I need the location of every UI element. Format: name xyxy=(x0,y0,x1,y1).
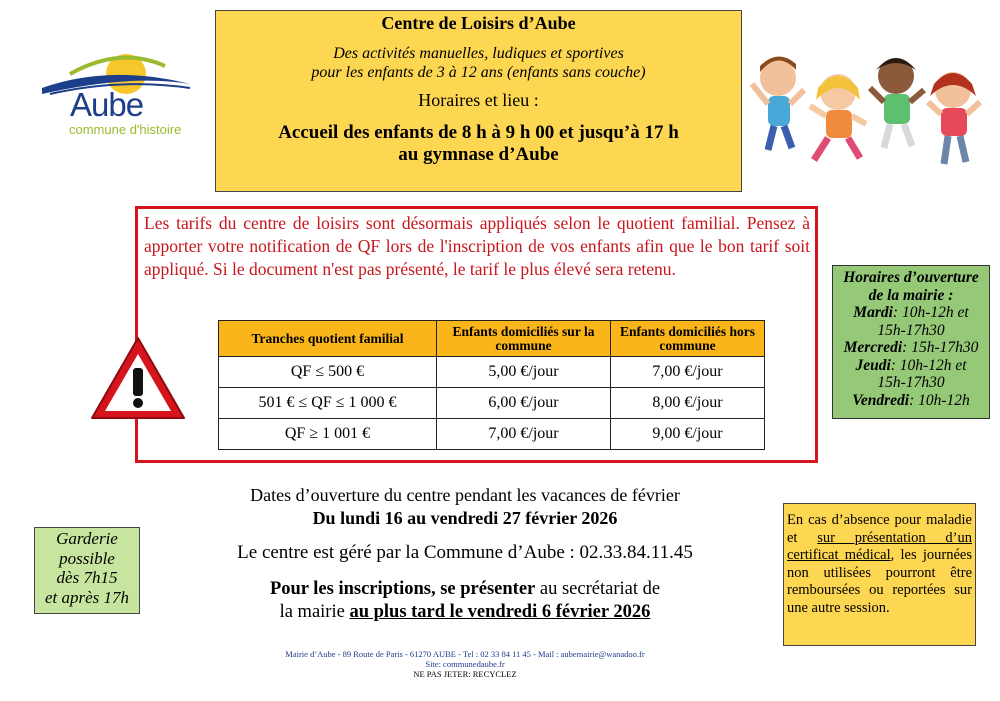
absence-certificate: sur présentation d’un certificat médical xyxy=(787,529,973,563)
registration-deadline: au plus tard le vendredi 6 février 2026 xyxy=(349,602,651,622)
managed-by-contact: Le centre est géré par la Commune d’Aube : 02.33.84.11.45 xyxy=(237,542,693,563)
logo-tagline: commune d'histoire xyxy=(69,122,182,137)
tariff-nonresident-price-cell: 8,00 €/jour xyxy=(611,388,765,419)
welcome-line-2: au gymnase d’Aube xyxy=(398,144,559,165)
tariff-bracket-cell: QF ≥ 1 001 € xyxy=(219,419,437,450)
logo-name: Aube xyxy=(70,86,144,123)
hours-title: Horaires et lieu : xyxy=(418,90,539,110)
warning-icon xyxy=(88,334,188,424)
welcome-hours xyxy=(216,122,741,166)
tariff-notice-text: Les tarifs du centre de loisirs sont désormais appliqués selon le quotient familial. Pensez à apporter votre notification de QF lors de l'inscription de vos enfants afin que le bon tarif soit appliqué. Si le document n'est pas présenté, le tarif le plus élevé sera retenu. xyxy=(144,213,810,279)
tariff-bracket-cell: 501 € ≤ QF ≤ 1 000 € xyxy=(219,388,437,419)
registration-place: au secrétariat de xyxy=(535,579,661,599)
welcome-line-1: Accueil des enfants de 8 h à 9 h 00 et jusqu’à 17 h xyxy=(278,122,679,143)
thursday-hours-1: : 10h-12h et xyxy=(890,356,967,374)
tariff-header-residents: Enfants domiciliés sur la commune xyxy=(437,321,611,357)
registration-mairie: la mairie xyxy=(279,602,350,622)
footer xyxy=(150,649,780,679)
tariff-nonresident-price-cell: 9,00 €/jour xyxy=(611,419,765,450)
registration-lead: Pour les inscriptions, se présenter xyxy=(269,579,536,599)
commune-logo xyxy=(40,44,210,144)
mairie-hours-tuesday xyxy=(833,304,989,322)
tariff-nonresident-price-cell: 7,00 €/jour xyxy=(611,357,765,388)
wednesday-hours: : 15h-17h30 xyxy=(902,339,979,356)
friday-hours: : 10h-12h xyxy=(909,391,970,409)
footer-address: Mairie d’Aube - 89 Route de Paris - 61270 AUBE - Tel : 02 33 84 11 45 - Mail : aubemairie@wanadoo.fr xyxy=(285,649,645,659)
table-row xyxy=(219,388,765,419)
tariff-table-header-row xyxy=(219,321,765,357)
registration-line-2 xyxy=(150,602,780,623)
child-3-figure xyxy=(870,58,924,148)
tuesday-hours-1: : 10h-12h et xyxy=(892,304,969,321)
friday-label: Vendredi xyxy=(852,391,910,409)
tariff-header-bracket: Tranches quotient familial xyxy=(219,321,437,357)
thursday-hours-2: 15h-17h30 xyxy=(877,374,945,391)
garderie-line-2: possible xyxy=(59,548,115,568)
tariff-resident-price-cell: 7,00 €/jour xyxy=(437,419,611,450)
header-box xyxy=(215,10,742,192)
garderie-line-3: dès 7h15 xyxy=(56,568,118,587)
tariff-table xyxy=(218,320,765,450)
mairie-hours-title-2: de la mairie : xyxy=(868,286,954,304)
mairie-hours-friday xyxy=(833,392,989,410)
opening-dates-title: Dates d’ouverture du centre pendant les vacances de février xyxy=(250,485,680,505)
absence-refund-box xyxy=(783,503,976,646)
absence-text-2: , les journées non utilisées pourront être remboursées ou reportées sur une autre session. xyxy=(787,547,972,616)
tuesday-hours-2: 15h-17h30 xyxy=(877,321,945,339)
opening-dates-range: Du lundi 16 au vendredi 27 février 2026 xyxy=(312,508,618,528)
footer-website: Site: communedaube.fr xyxy=(425,659,505,669)
child-2-figure xyxy=(810,74,866,160)
absence-text-1: En cas d’absence pour maladie et xyxy=(787,512,972,546)
page-title: Centre de Loisirs d’Aube xyxy=(381,13,576,33)
tariff-notice-box xyxy=(135,206,818,463)
activities-line-2: pour les enfants de 3 à 12 ans (enfants sans couche) xyxy=(311,64,646,81)
garderie-line-4: et après 17h xyxy=(44,587,130,607)
thursday-label: Jeudi xyxy=(855,356,891,374)
table-row xyxy=(219,357,765,388)
table-row xyxy=(219,419,765,450)
children-illustration xyxy=(748,40,988,180)
child-1-figure xyxy=(752,56,804,150)
garderie-line-1: Garderie xyxy=(56,529,118,548)
garderie-box xyxy=(34,527,140,614)
tuesday-label: Mardi xyxy=(853,304,893,321)
registration-line-1 xyxy=(150,579,780,600)
tariff-resident-price-cell: 5,00 €/jour xyxy=(437,357,611,388)
tariff-bracket-cell: QF ≤ 500 € xyxy=(219,357,437,388)
activities-description xyxy=(216,44,741,82)
wednesday-label: Mercredi xyxy=(843,339,903,356)
mairie-hours-box xyxy=(832,265,990,419)
tariff-resident-price-cell: 6,00 €/jour xyxy=(437,388,611,419)
mairie-hours-thursday xyxy=(833,357,989,375)
mairie-hours-wednesday xyxy=(833,339,989,357)
mairie-hours-title-1: Horaires d’ouverture xyxy=(843,269,979,286)
activities-line-1: Des activités manuelles, ludiques et sportives xyxy=(333,45,624,62)
tariff-header-non-residents: Enfants domiciliés hors commune xyxy=(611,321,765,357)
footer-recycle-note: NE PAS JETER: RECYCLEZ xyxy=(413,669,517,679)
child-4-figure xyxy=(928,72,980,164)
